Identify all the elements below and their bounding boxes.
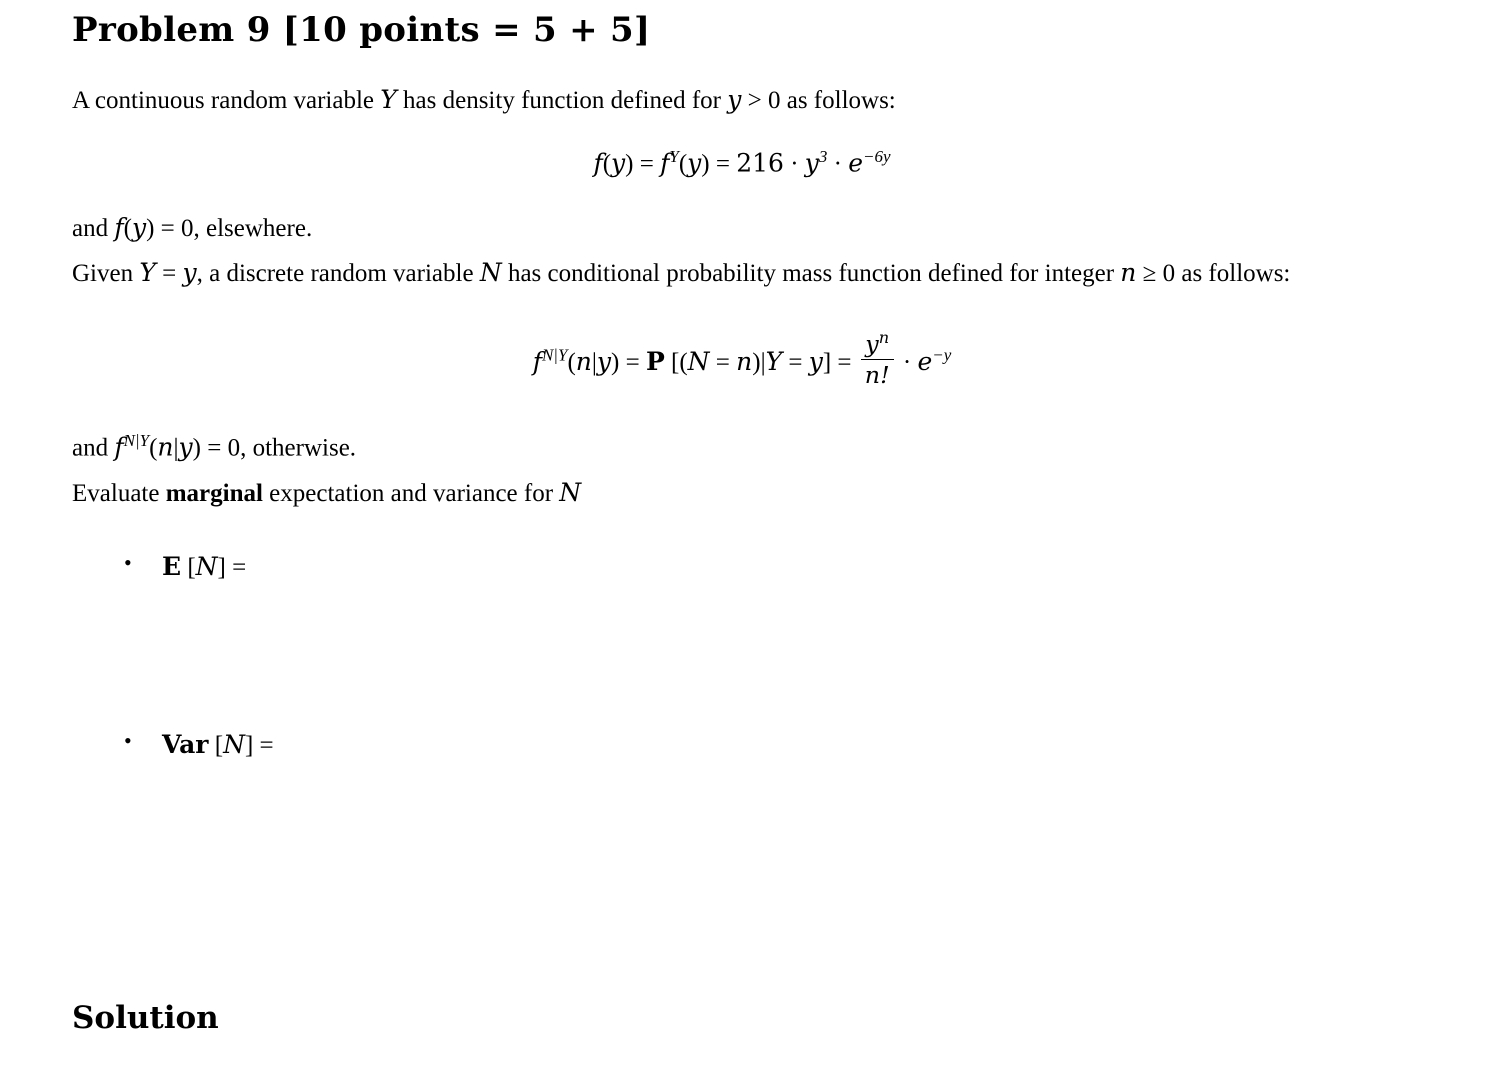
document-content [72, 10, 1472, 908]
list-item-expectation: • E [N] = [124, 552, 1472, 582]
equation-conditional-pmf: $f^{N|Y}(n|y) = P$ [(N = n)|Y = y] = $\frac{y^n}{n!}$ · $e^{-y}$ [532, 328, 952, 390]
solution-heading: Solution [72, 1000, 219, 1036]
symbol-Y: Y [380, 85, 397, 114]
page-title: Problem 9 [10 points = 5 + 5] [72, 10, 651, 50]
equation-density: $f(y) = f^Y(y) = 216 \cdot y^3 \cdot e^{-6y}$ [593, 147, 891, 178]
marginal-emphasis: marginal [165, 479, 263, 507]
otherwise-line: and $f^{N|Y}(n|y) = 0$, otherwise. [72, 431, 357, 462]
list-item-variance: • Var [N] = [124, 730, 1472, 760]
elsewhere-line: and f(y) = 0, elsewhere. [72, 213, 313, 243]
symbol-y: y [727, 85, 742, 114]
given-paragraph: Given Y = y, a discrete random variable N has conditional probability mass function defined for integer n ≥ 0 as follows: [72, 258, 1291, 288]
answer-list [72, 552, 1472, 760]
intro-paragraph: A continuous random variable Y has density function defined for y > 0 as follows: [72, 85, 896, 114]
evaluate-line: Evaluate marginal expectation and variance for N [72, 477, 582, 507]
